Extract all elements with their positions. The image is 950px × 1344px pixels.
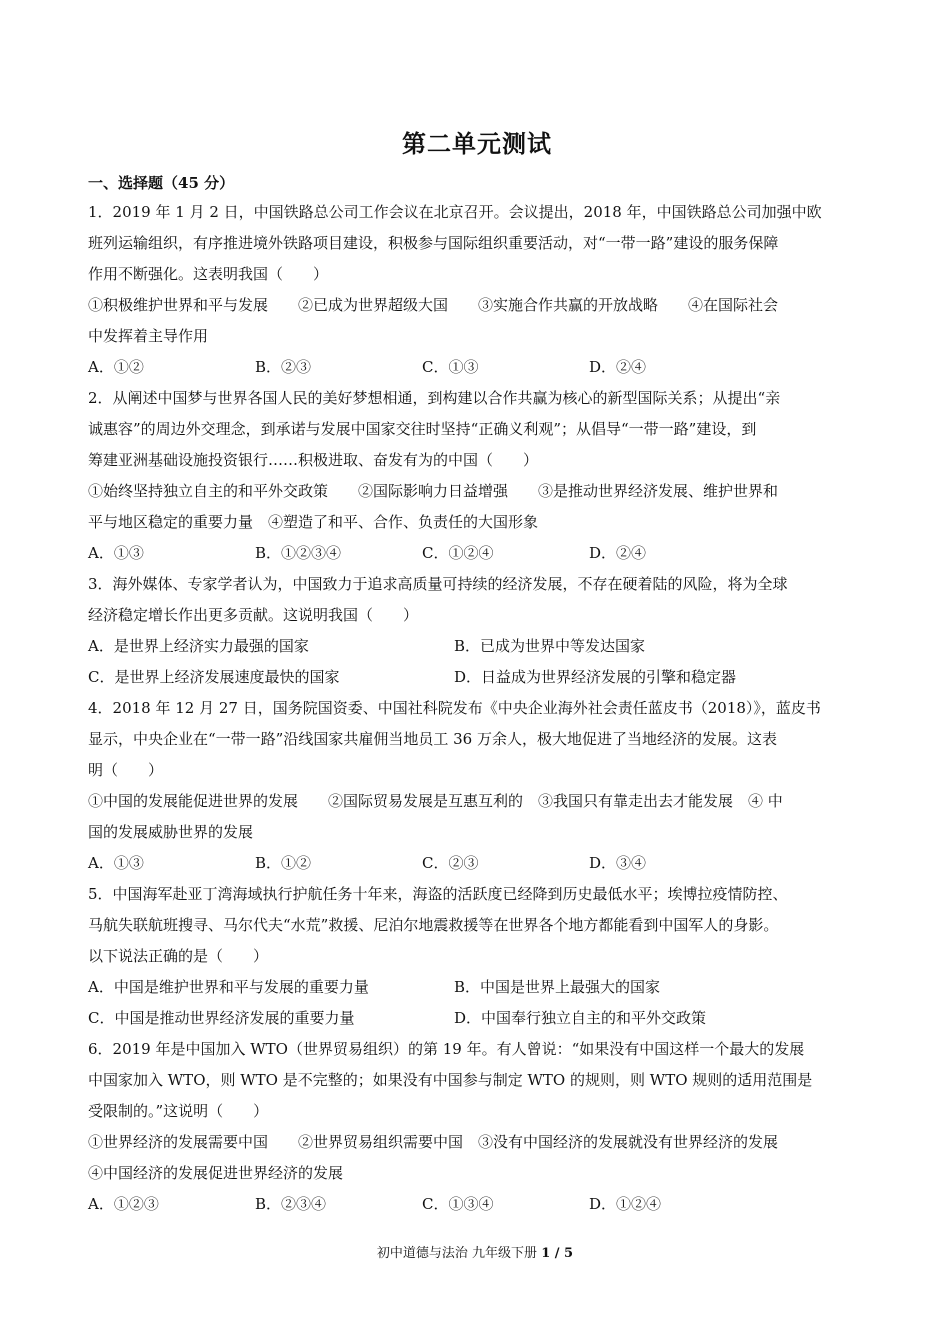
- option-d: D．中国奉行独立自主的和平外交政策: [454, 1009, 707, 1027]
- options-row: [88, 1189, 866, 1220]
- option-a: A．①③: [88, 544, 144, 562]
- option-a: A．①②③: [88, 1195, 159, 1213]
- option-c: C．中国是推动世界经济发展的重要力量: [88, 1009, 355, 1027]
- option-c: C．①③: [422, 358, 479, 376]
- question-text: 作用不断强化。这表明我国（ ）: [88, 265, 329, 283]
- option-d: D．日益成为世界经济发展的引擎和稳定器: [454, 668, 737, 686]
- question-text: 2．从阐述中国梦与世界各国人民的美好梦想相通，到构建以合作共赢为核心的新型国际关系；从提出“亲: [88, 389, 781, 407]
- statement-line: 中发挥着主导作用: [88, 327, 209, 345]
- option-c: C．①②④: [422, 544, 494, 562]
- question-text: 诚惠容”的周边外交理念，到承诺与发展中国家交往时坚持“正确义利观”；从倡导“一带一路”建设，到: [88, 420, 757, 438]
- question-3: [88, 569, 866, 693]
- option-b: B．①②③④: [255, 544, 342, 562]
- option-d: D．③④: [589, 854, 647, 872]
- question-text: 3．海外媒体、专家学者认为，中国致力于追求高质量可持续的经济发展，不存在硬着陆的风险，将为全球: [88, 575, 788, 593]
- page-number: 1 / 5: [541, 1246, 574, 1261]
- option-b: B．②③: [255, 358, 312, 376]
- option-a: A．①③: [88, 854, 144, 872]
- statement-line: ①世界经济的发展需要中国 ②世界贸易组织需要中国 ③没有中国经济的发展就没有世界经济的发展: [88, 1133, 779, 1151]
- question-text: 显示，中央企业在“一带一路”沿线国家共雇佣当地员工 36 万余人，极大地促进了当地经济的发展。这表: [88, 730, 777, 748]
- question-text: 明（ ）: [88, 761, 164, 779]
- option-d: D．①②④: [589, 1195, 662, 1213]
- statement-line: ①始终坚持独立自主的和平外交政策 ②国际影响力日益增强 ③是推动世界经济发展、维护世界和: [88, 482, 779, 500]
- question-text: 1．2019 年 1 月 2 日，中国铁路总公司工作会议在北京召开。会议提出，2018 年，中国铁路总公司加强中欧: [88, 203, 822, 221]
- question-text: 中国家加入 WTO，则 WTO 是不完整的；如果没有中国参与制定 WTO 的规则，则 WTO 规则的适用范围是: [88, 1071, 813, 1089]
- option-b: B．②③④: [255, 1195, 327, 1213]
- option-b: B．中国是世界上最强大的国家: [454, 978, 661, 996]
- option-a: A．中国是维护世界和平与发展的重要力量: [88, 978, 369, 996]
- option-b: B．已成为世界中等发达国家: [454, 637, 646, 655]
- options-row: [88, 538, 866, 569]
- footer-course: 初中道德与法治 九年级下册: [376, 1246, 542, 1261]
- page-title: 第二单元测试: [402, 129, 552, 158]
- question-1: [88, 197, 866, 383]
- option-a: A．是世界上经济实力最强的国家: [88, 637, 309, 655]
- option-b: B．①②: [255, 854, 312, 872]
- question-text: 筹建亚洲基础设施投资银行……积极进取、奋发有为的中国（ ）: [88, 451, 539, 469]
- question-text: 马航失联航班搜寻、马尔代夫“水荒”救援、尼泊尔地震救援等在世界各个地方都能看到中国军人的身影。: [88, 916, 779, 934]
- question-5: [88, 879, 866, 1034]
- questions: [88, 197, 866, 1220]
- option-c: C．①③④: [422, 1195, 494, 1213]
- section-heading: 一、选择题（45 分）: [88, 174, 235, 192]
- option-d: D．②④: [589, 544, 647, 562]
- question-text: 6．2019 年是中国加入 WTO（世界贸易组织）的第 19 年。有人曾说：“如果没有中国这样一个最大的发展: [88, 1040, 805, 1058]
- option-c: C．是世界上经济发展速度最快的国家: [88, 668, 340, 686]
- question-text: 5．中国海军赴亚丁湾海域执行护航任务十年来，海盗的活跃度已经降到历史最低水平；埃博拉疫情防控、: [88, 885, 788, 903]
- options-row: [88, 848, 866, 879]
- question-text: 班列运输组织，有序推进境外铁路项目建设，积极参与国际组织重要活动，对“一带一路”建设的服务保障: [88, 234, 779, 252]
- options-row: [88, 352, 866, 383]
- statement-line: 平与地区稳定的重要力量 ④塑造了和平、合作、负责任的大国形象: [88, 513, 539, 531]
- statement-line: ①积极维护世界和平与发展 ②已成为世界超级大国 ③实施合作共赢的开放战略 ④在国际社会: [88, 296, 779, 314]
- question-2: [88, 383, 866, 569]
- options-row: [88, 1003, 866, 1034]
- options-row: [88, 662, 866, 693]
- options-row: [88, 631, 866, 662]
- statement-line: ④中国经济的发展促进世界经济的发展: [88, 1164, 344, 1182]
- question-6: [88, 1034, 866, 1220]
- question-text: 经济稳定增长作出更多贡献。这说明我国（ ）: [88, 606, 419, 624]
- option-a: A．①②: [88, 358, 144, 376]
- option-d: D．②④: [589, 358, 647, 376]
- statement-line: ①中国的发展能促进世界的发展 ②国际贸易发展是互惠互利的 ③我国只有靠走出去才能发展 ④ 中: [88, 792, 783, 810]
- question-text: 受限制的。”这说明（ ）: [88, 1102, 269, 1120]
- options-row: [88, 972, 866, 1003]
- option-c: C．②③: [422, 854, 479, 872]
- question-text: 以下说法正确的是（ ）: [88, 947, 269, 965]
- statement-line: 国的发展威胁世界的发展: [88, 823, 254, 841]
- question-text: 4．2018 年 12 月 27 日，国务院国资委、中国社科院发布《中央企业海外社会责任蓝皮书（2018）》，蓝皮书: [88, 699, 821, 717]
- question-4: [88, 693, 866, 879]
- page-footer: [0, 1242, 950, 1261]
